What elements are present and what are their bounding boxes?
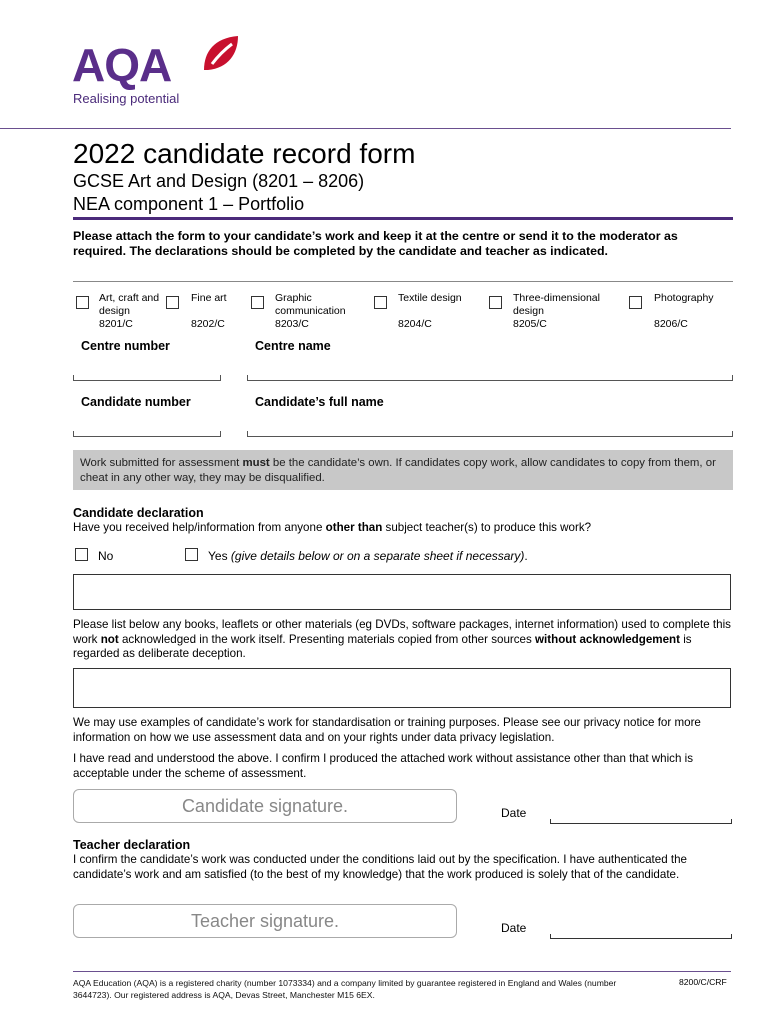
- materials-instructions: [73, 618, 733, 662]
- candidate-full-name-label: Candidate’s full name: [255, 395, 384, 409]
- aqa-logo-wordmark: AQA: [72, 39, 172, 91]
- question-emphasis: other than: [325, 521, 383, 534]
- materials-text: is regarded as deliberate deception.: [73, 632, 692, 660]
- title-rule: [73, 217, 733, 220]
- option-checkbox-three-dimensional-design[interactable]: [489, 296, 502, 309]
- candidate-signature-field[interactable]: Candidate signature.: [73, 789, 457, 823]
- option-code: 8203/C: [275, 318, 309, 330]
- footer-rule: [73, 971, 731, 972]
- option-checkbox-textile-design[interactable]: [374, 296, 387, 309]
- materials-box[interactable]: [73, 668, 731, 708]
- centre-number-field[interactable]: [73, 375, 221, 381]
- notice-emphasis: must: [242, 457, 270, 469]
- candidate-confirmation: I have read and understood the above. I confirm I produced the attached work without assistance other than that which is acceptable under the scheme of assessment.: [73, 752, 693, 780]
- footer-form-code: 8200/C/CRF: [679, 977, 727, 987]
- option-code: 8202/C: [191, 318, 225, 330]
- malpractice-notice: [73, 450, 733, 490]
- option-code: 8206/C: [654, 318, 688, 330]
- option-label: Photography: [654, 292, 714, 304]
- option-checkbox-graphic-communication[interactable]: [251, 296, 264, 309]
- option-label: Art, craft and design: [99, 292, 160, 317]
- no-checkbox[interactable]: [75, 548, 88, 561]
- teacher-date-label: Date: [501, 921, 527, 935]
- yes-label-group: [208, 549, 528, 563]
- candidate-declaration-heading: Candidate declaration: [73, 506, 204, 520]
- header-rule: [0, 128, 731, 129]
- candidate-date-field[interactable]: [550, 819, 732, 824]
- subtitle-qualification: GCSE Art and Design (8201 – 8206): [73, 171, 365, 191]
- centre-name-label: Centre name: [255, 339, 331, 353]
- notice-text: Work submitted for assessment: [80, 457, 243, 469]
- notice-text: be the candidate’s own. If candidates copy work, allow candidates to copy from them, or cheat in any other way, they may be disqualified.: [80, 457, 716, 484]
- aqa-logo-tagline: Realising potential: [73, 91, 180, 106]
- yes-checkbox[interactable]: [185, 548, 198, 561]
- subtitle-component: NEA component 1 – Portfolio: [73, 194, 305, 214]
- option-code: 8201/C: [99, 318, 133, 330]
- option-code: 8204/C: [398, 318, 432, 330]
- option-label: Fine art: [191, 292, 227, 304]
- aqa-logo-leaf-icon: [200, 34, 242, 79]
- question-text: Have you received help/information from anyone: [73, 521, 326, 534]
- intro-text: Please attach the form to your candidate’s work and keep it at the centre or send it to the moderator as required. The declarations should be completed by the candidate and teacher as indicated.: [73, 229, 678, 258]
- option-checkbox-art-craft-design[interactable]: [76, 296, 89, 309]
- intro-rule: [73, 281, 733, 282]
- teacher-declaration-heading: Teacher declaration: [73, 838, 191, 852]
- yes-period: .: [524, 549, 528, 563]
- materials-text: Please list below any books, leaflets or other materials (eg DVDs, software packages, internet information) used to complete this work: [73, 618, 731, 646]
- teacher-declaration-text: I confirm the candidate’s work was conducted under the conditions laid out by the specification. I have authenticated the candidate’s work and am satisfied (to the best of my knowledge) that the work produced is solely that of the candidate.: [73, 853, 687, 881]
- question-text: subject teacher(s) to produce this work?: [382, 521, 592, 534]
- option-checkbox-photography[interactable]: [629, 296, 642, 309]
- teacher-date-field[interactable]: [550, 934, 732, 939]
- materials-emphasis: not: [100, 632, 119, 646]
- materials-text: acknowledged in the work itself. Presenting materials copied from other sources: [118, 632, 536, 646]
- teacher-signature-field[interactable]: Teacher signature.: [73, 904, 457, 938]
- help-question: [73, 521, 733, 536]
- help-details-box[interactable]: [73, 574, 731, 610]
- footer-legal-text: AQA Education (AQA) is a registered charity (number 1073334) and a company limited by guarantee registered in England and Wales (number 3644723). Our registered address is AQA, Devas Street, Manchester M15 6EX.: [73, 978, 617, 1000]
- option-label: Graphic communication: [275, 292, 346, 317]
- privacy-notice: We may use examples of candidate’s work for standardisation or training purposes. Please see our privacy notice for more information on how we use assessment data and on your rights under data privacy legislation.: [73, 716, 701, 744]
- candidate-number-field[interactable]: [73, 431, 221, 437]
- candidate-date-label: Date: [501, 806, 527, 820]
- yes-label: Yes: [208, 549, 228, 563]
- candidate-full-name-field[interactable]: [247, 431, 733, 437]
- no-label: No: [98, 549, 114, 563]
- option-label: Three-dimensional design: [513, 292, 600, 317]
- option-code: 8205/C: [513, 318, 547, 330]
- candidate-number-label: Candidate number: [81, 395, 191, 409]
- centre-name-field[interactable]: [247, 375, 733, 381]
- yes-note: (give details below or on a separate sheet if necessary): [230, 549, 525, 563]
- option-checkbox-fine-art[interactable]: [166, 296, 179, 309]
- page-title: 2022 candidate record form: [73, 138, 416, 169]
- option-label: Textile design: [398, 292, 462, 304]
- materials-emphasis: without acknowledgement: [535, 632, 680, 646]
- centre-number-label: Centre number: [81, 339, 170, 353]
